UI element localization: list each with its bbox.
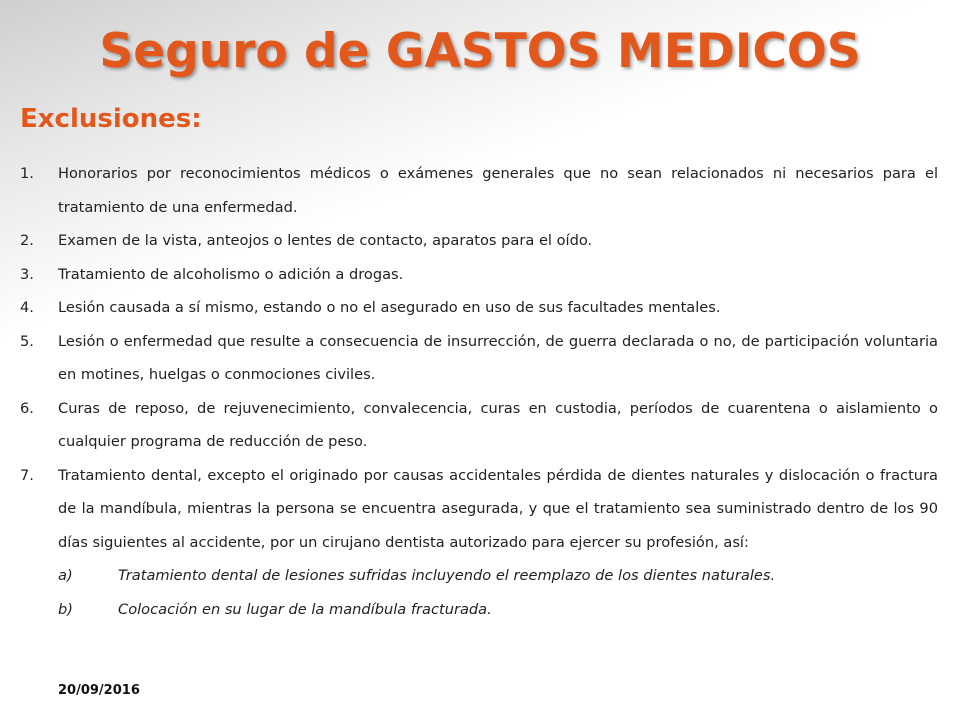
list-item-text: Lesión causada a sí mismo, estando o no el asegurado en uso de sus facultades mentales. bbox=[58, 299, 721, 316]
list-item-number: 2. bbox=[20, 232, 34, 249]
list-item-text: Tratamiento de alcoholismo o adición a drogas. bbox=[58, 265, 404, 283]
sub-list-item-text: Colocación en su lugar de la mandíbula fracturada. bbox=[118, 600, 492, 618]
list-item-text: Tratamiento dental, excepto el originado por causas accidentales pérdida de dientes naturales y dislocación o fractura de la mandíbula, mientras la persona se encuentra asegurada, y que el tratamiento sea suministrado dentro de los 90 días siguientes al accidente, por un cirujano dentista autorizado para ejercer su profesión, así: bbox=[58, 466, 938, 551]
sub-list-item-letter: a) bbox=[58, 567, 73, 584]
list-item bbox=[20, 291, 938, 325]
list-item-number: 6. bbox=[20, 399, 34, 417]
sub-list-item-text: Tratamiento dental de lesiones sufridas incluyendo el reemplazo de los dientes naturales. bbox=[118, 567, 776, 584]
sub-list-item bbox=[20, 593, 938, 627]
slide-date: 20/09/2016 bbox=[58, 683, 140, 698]
list-item bbox=[20, 157, 938, 224]
list-item-number: 1. bbox=[20, 165, 34, 182]
list-item-text: Curas de reposo, de rejuvenecimiento, convalecencia, curas en custodia, períodos de cuarentena o aislamiento o cualquier programa de reducción de peso. bbox=[58, 399, 938, 450]
list-item-text: Honorarios por reconocimientos médicos o exámenes generales que no sean relacionados ni necesarios para el tratamiento de una enfermedad. bbox=[58, 165, 938, 216]
sub-list-item-letter: b) bbox=[58, 600, 73, 618]
slide-subtitle: Exclusiones: bbox=[20, 104, 202, 134]
list-item-number: 4. bbox=[20, 299, 34, 316]
list-item-number: 7. bbox=[20, 466, 34, 484]
list-item-text: Lesión o enfermedad que resulte a consecuencia de insurrección, de guerra declarada o no, de participación voluntaria en motines, huelgas o conmociones civiles. bbox=[58, 332, 938, 383]
list-item-number: 5. bbox=[20, 332, 34, 350]
list-item-text: Examen de la vista, anteojos o lentes de contacto, aparatos para el oído. bbox=[58, 232, 593, 249]
list-item bbox=[20, 325, 938, 392]
list-item bbox=[20, 392, 938, 459]
exclusions-list bbox=[20, 157, 938, 626]
list-item-number: 3. bbox=[20, 265, 34, 283]
sub-list-item bbox=[20, 559, 938, 593]
slide-title: Seguro de GASTOS MEDICOS bbox=[99, 24, 861, 79]
list-item bbox=[20, 459, 938, 560]
list-item bbox=[20, 258, 938, 292]
list-item bbox=[20, 224, 938, 258]
